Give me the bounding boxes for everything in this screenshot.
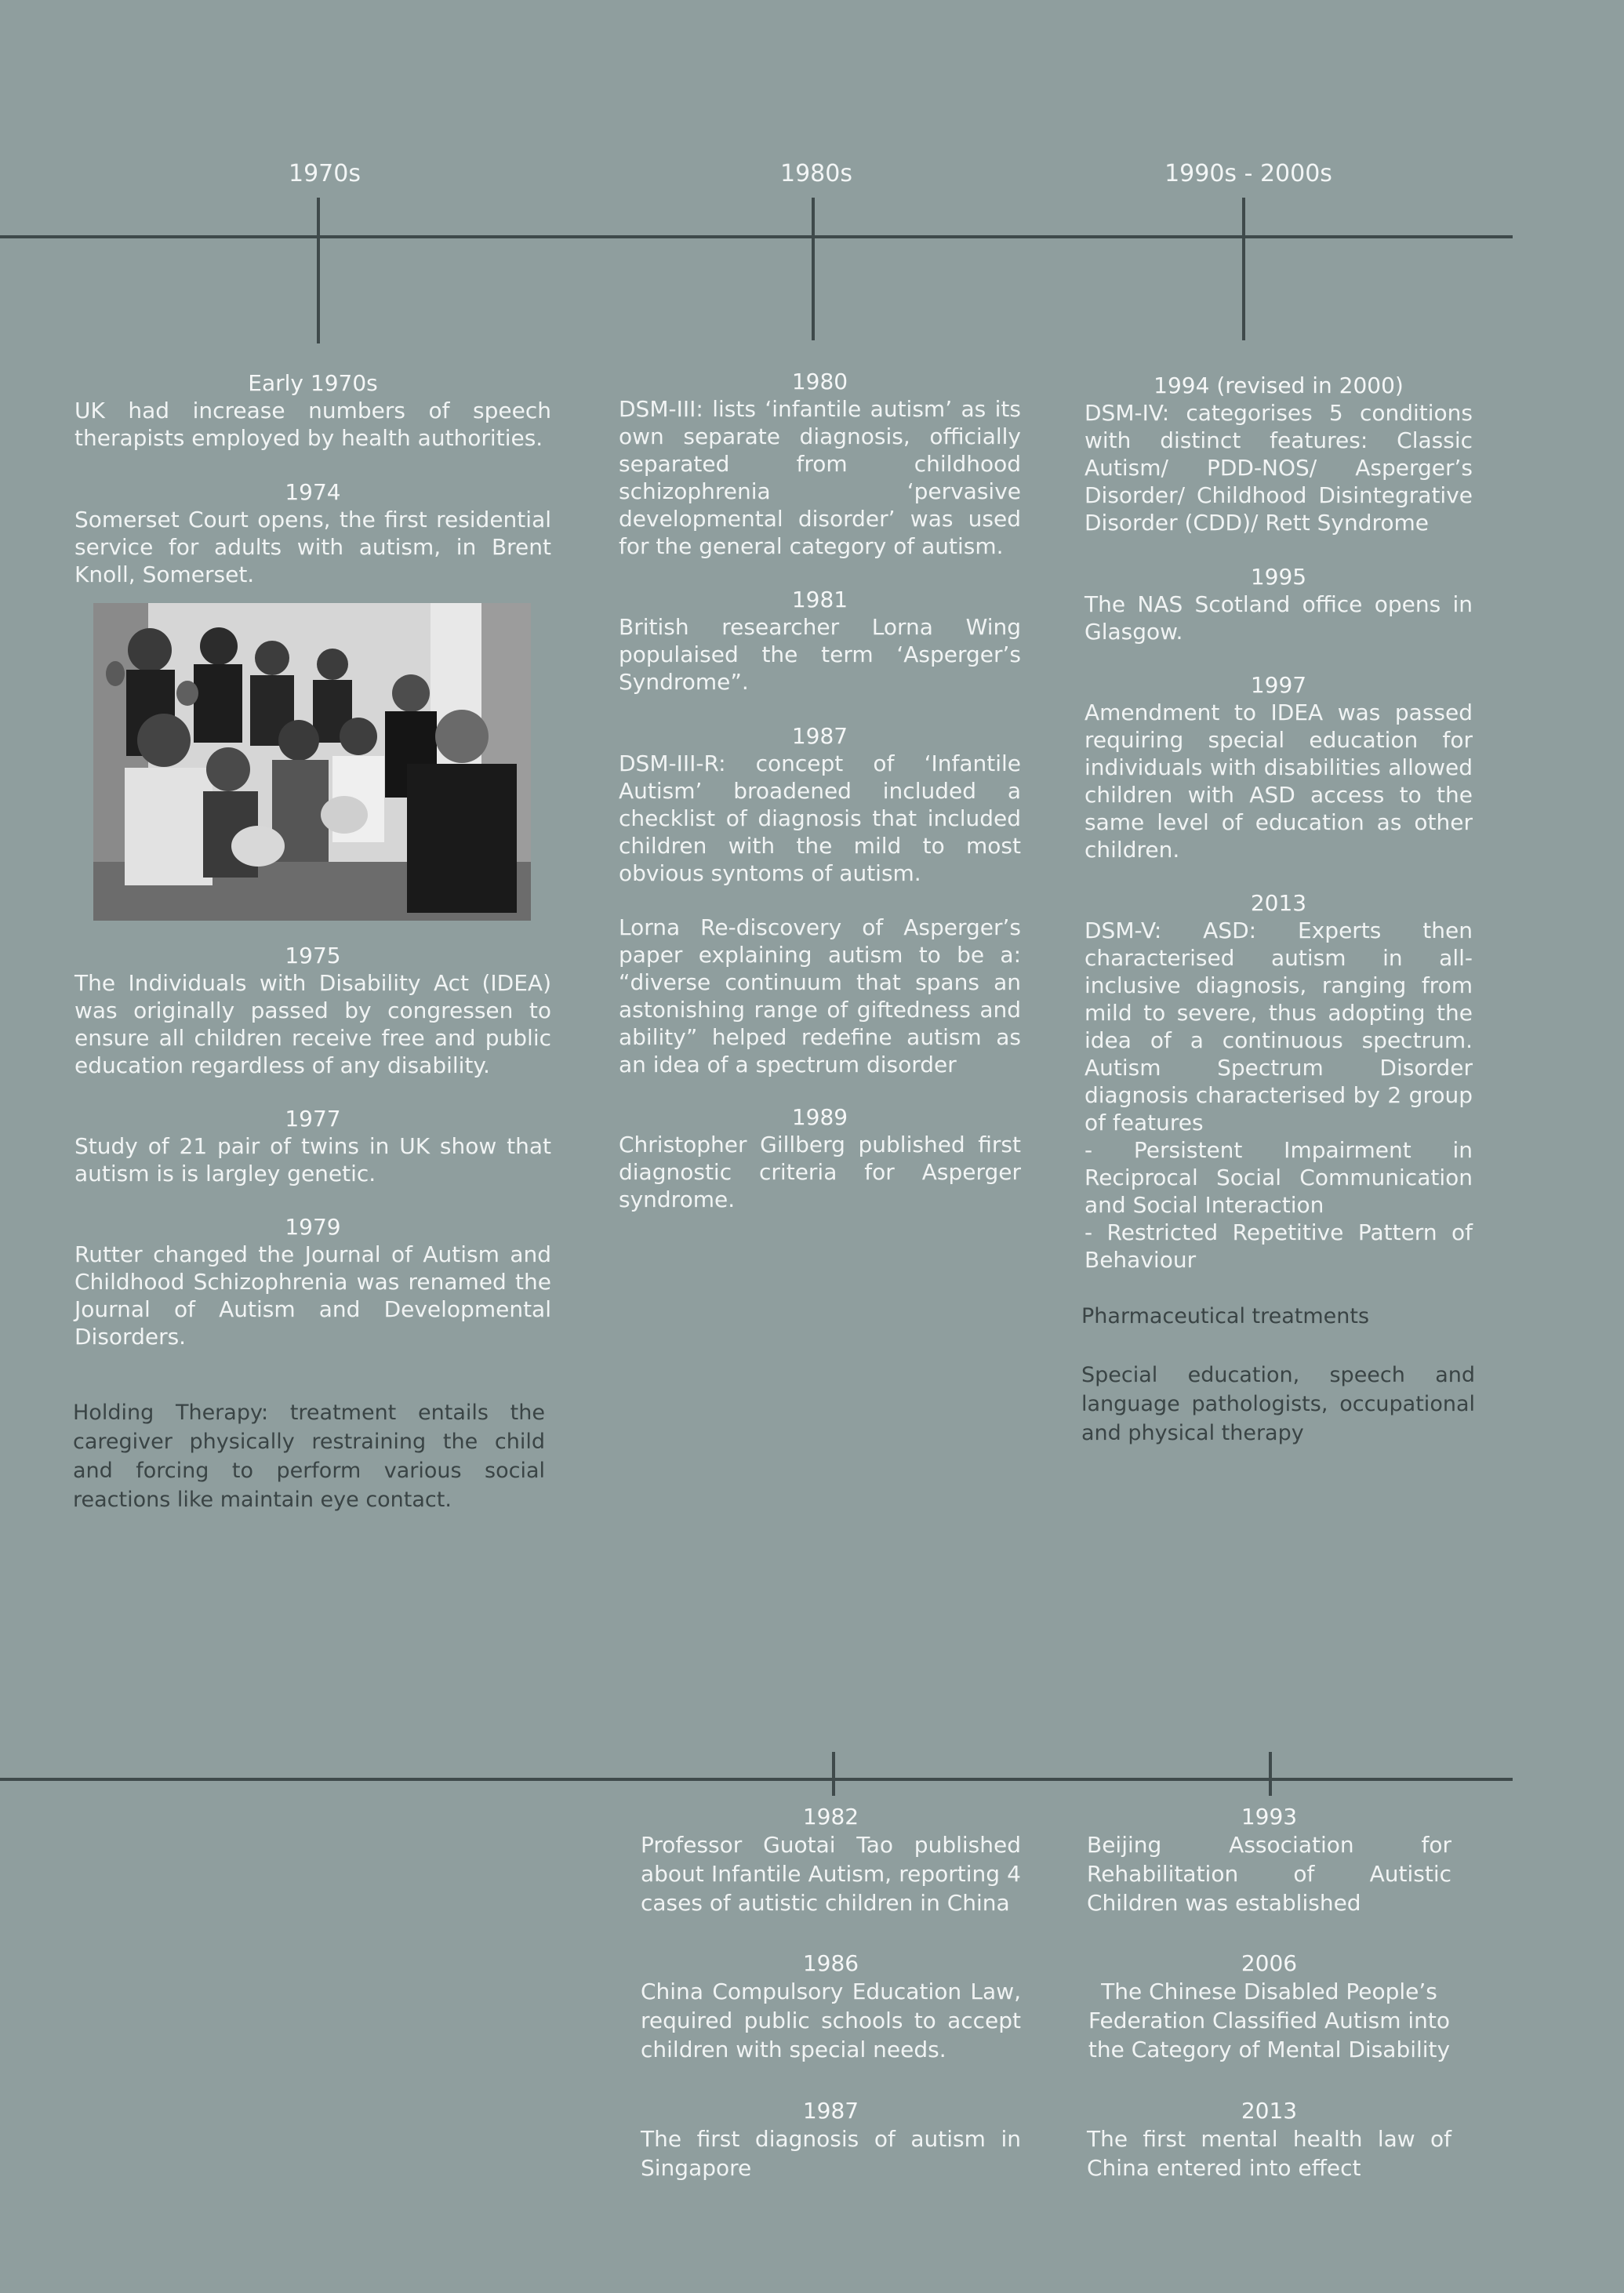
entry-1975 [74,942,551,1079]
entry-year: Early 1970s [248,370,378,396]
entry-text: DSM-V: ASD: Experts then characterised autism in all-inclusive diagnosis, ranging from mild to severe, thus adopting the idea of a continuous spectrum. Autism Spectrum Disorder diagnosis characterised by 2 group of features [1084,918,1473,1136]
entry-year: 1987 [791,723,848,749]
entry-text: UK had increase numbers of speech therapists employed by health authorities. [74,398,551,451]
entry-year: 1979 [285,1214,341,1240]
entry-text: Study of 21 pair of twins in UK show that autism is is largley genetic. [74,1133,551,1186]
entry-2006 [1087,1950,1451,2064]
entry-text: China Compulsory Education Law, required public schools to accept children with special needs. [641,1979,1021,2062]
entry-year: 2013 [1241,2098,1298,2124]
bottom-timeline-axis [0,1778,1513,1781]
entry-text: The first diagnosis of autism in Singapore [641,2126,1021,2181]
entry-text-bullet: - Restricted Repetitive Pattern of Behaviour [1084,1219,1473,1273]
entry-lorna-rediscovery [619,914,1021,1078]
entry-1994 [1084,372,1473,536]
note-holding-therapy [73,1398,545,1514]
entry-text: British researcher Lorna Wing populaised the term ‘Asperger’s Syndrome”. [619,614,1021,695]
entry-1995 [1084,563,1473,645]
entry-text: DSM-IV: categorises 5 conditions with distinct features: Classic Autism/ PDD-NOS/ Asperger’s Disorder/ Childhood Disintegrative Disorder (CDD)/ Rett Syndrome [1084,400,1473,536]
note-text: Pharmaceutical treatments [1081,1304,1370,1328]
entry-year: 1987 [802,2098,859,2124]
entry-1989 [619,1103,1021,1213]
entry-text-bullet: - Persistent Impairment in Reciprocal Social Communication and Social Interaction [1084,1137,1473,1218]
entry-1997 [1084,671,1473,863]
entry-text: DSM-III: lists ‘infantile autism’ as its own separate diagnosis, officially separated from childhood schizophrenia ‘pervasive developmental disorder’ was used for the general category of autism. [619,396,1021,559]
entry-1982 [641,1803,1021,1917]
tick-1990s [1242,198,1245,340]
pharmaceutical-treatments-label [1081,1302,1475,1331]
entry-text: Lorna Re-discovery of Asperger’s paper explaining autism to be a: “diverse continuum that spans an astonishing range of giftedness and ability” helped redefine autism as an idea of a spectrum disorder [619,914,1021,1077]
entry-2013-dsm [1084,889,1473,1274]
tick-1993 [1269,1752,1272,1796]
entry-year: 1993 [1241,1804,1298,1830]
entry-1987-dsm [619,722,1021,887]
entry-text: The NAS Scotland office opens in Glasgow. [1084,591,1473,645]
entry-text: Christopher Gillberg published first diagnostic criteria for Asperger syndrome. [619,1132,1021,1212]
entry-text: The Chinese Disabled People’s Federation Classified Autism into the Category of Mental Disability [1088,1979,1451,2062]
entry-year: 1975 [285,943,341,968]
entry-1979 [74,1213,551,1350]
tick-1970s [317,198,320,343]
entry-1981 [619,586,1021,696]
entry-text: The first mental health law of China entered into effect [1087,2126,1451,2181]
entry-text: Somerset Court opens, the first residential service for adults with autism, in Brent Knoll, Somerset. [74,507,551,587]
historical-photo-children-musicians [93,603,531,921]
entry-year: 1997 [1250,672,1307,698]
tick-1982 [832,1752,835,1796]
entry-year: 1995 [1250,564,1307,590]
entry-year: 1989 [791,1104,848,1130]
entry-text: Rutter changed the Journal of Autism and Childhood Schizophrenia was renamed the Journal of Autism and Developmental Disorders. [74,1241,551,1350]
decade-label-1980s: 1980s [780,160,852,187]
special-education-note [1081,1361,1475,1448]
entry-year: 1982 [802,1804,859,1830]
entry-year: 1986 [802,1950,859,1976]
entry-text: DSM-III-R: concept of ‘Infantile Autism’ broadened included a checklist of diagnosis that included children with the mild to most obvious syntoms of autism. [619,750,1021,886]
entry-year: 1981 [791,587,848,612]
entry-year: 1977 [285,1106,341,1132]
note-text: Special education, speech and language pathologists, occupational and physical therapy [1081,1363,1475,1445]
entry-text: Beijing Association for Rehabilitation of Autistic Children was established [1087,1832,1451,1916]
entry-early-1970s [74,369,551,452]
entry-year: 2006 [1241,1950,1298,1976]
entry-1974 [74,478,551,588]
entry-text: Amendment to IDEA was passed requiring special education for individuals with disabilities allowed children with ASD access to the same level of education as other children. [1084,700,1473,863]
entry-year: 1994 (revised in 2000) [1154,372,1404,398]
decade-label-1970s: 1970s [289,160,361,187]
entry-year: 1980 [791,369,848,394]
entry-text: The Individuals with Disability Act (IDEA) was originally passed by congressen to ensure all children receive free and public education regardless of any disability. [74,970,551,1078]
entry-year: 2013 [1250,890,1307,916]
decade-label-1990s-2000s: 1990s - 2000s [1164,160,1332,187]
entry-1986 [641,1950,1021,2064]
entry-text: Professor Guotai Tao published about Infantile Autism, reporting 4 cases of autistic children in China [641,1832,1021,1916]
entry-1977 [74,1105,551,1187]
note-text: Holding Therapy: treatment entails the caregiver physically restraining the child and forcing to perform various social reactions like maintain eye contact. [73,1401,545,1512]
top-timeline-axis [0,235,1513,238]
entry-year: 1974 [285,479,341,505]
entry-1980 [619,368,1021,560]
entry-1993 [1087,1803,1451,1917]
entry-1987-singapore [641,2097,1021,2182]
tick-1980s [812,198,815,340]
entry-2013-mental-health-law [1087,2097,1451,2182]
